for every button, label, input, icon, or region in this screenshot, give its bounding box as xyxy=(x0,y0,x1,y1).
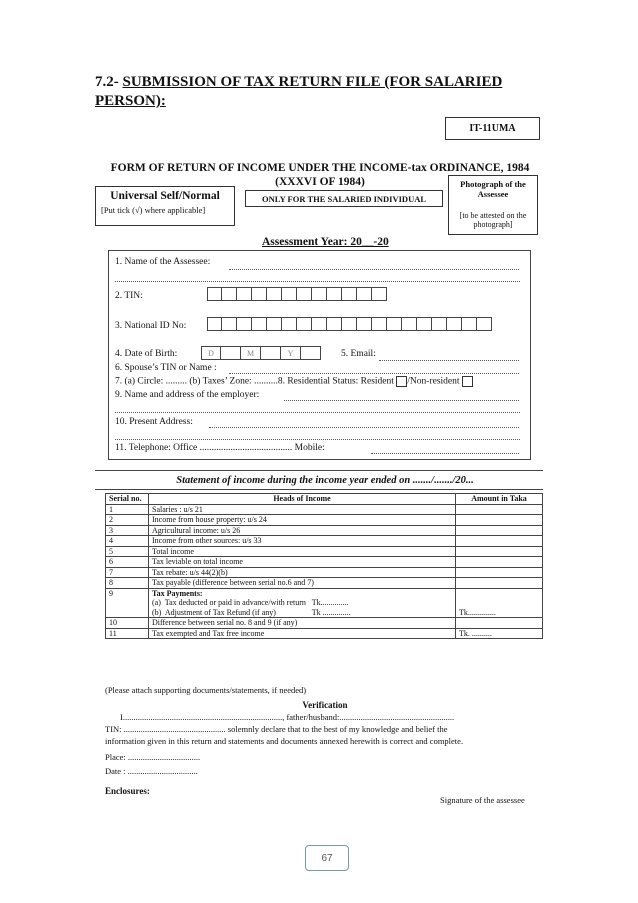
table-row: 5 Total income xyxy=(106,546,543,557)
table-row: 7 Tax rebate: u/s 44(2)(b) xyxy=(106,567,543,578)
table-row: 3 Agricultural income: u/s 26 xyxy=(106,525,543,536)
signature-label: Signature of the assessee xyxy=(440,795,525,805)
nid-label: 3. National ID No: xyxy=(115,321,187,331)
nonresident-checkbox[interactable] xyxy=(462,376,473,387)
universal-box-title: Universal Self/Normal xyxy=(110,190,220,202)
nid-cells[interactable] xyxy=(207,317,492,331)
present-address-label: 10. Present Address: xyxy=(115,417,193,427)
enclosures-label: Enclosures: xyxy=(105,786,150,796)
assessment-year: Assessment Year: 20__-20 xyxy=(262,236,389,248)
verification-line2: TIN: ................................................ solemnly declare that to the best of my knowledge and belief the xyxy=(105,724,448,734)
verification-line3: information given in this return and statements and documents annexed herewith is correct and complete. xyxy=(105,736,464,746)
only-salaried-box: ONLY FOR THE SALARIED INDIVIDUAL xyxy=(245,190,443,207)
page-number: 67 xyxy=(305,845,349,871)
dob-month: M xyxy=(241,346,261,360)
dob-cells[interactable] xyxy=(201,346,321,360)
header-serial: Serial no. xyxy=(106,494,149,505)
tin-cells[interactable] xyxy=(207,287,387,301)
table-row: 2 Income from house property: u/s 24 xyxy=(106,515,543,526)
attach-note: (Please attach supporting documents/statements, if needed) xyxy=(105,685,307,695)
assessee-fields-box xyxy=(108,250,531,460)
table-row-tax-payments: 9 Tax Payments: (a) Tax deducted or paid in advance/with return Tk.............. (b) Adjustment of Tax Refund (if any) Tk .............. Tk.............. xyxy=(106,588,543,618)
universal-box xyxy=(95,186,235,226)
form-code-box: IT-11UMA xyxy=(445,117,540,140)
header-heads: Heads of Income xyxy=(149,494,456,505)
date-label: Date : ................................. xyxy=(105,766,198,776)
section-number: 7.2- xyxy=(95,74,119,90)
header-amount: Amount in Taka xyxy=(456,494,543,505)
place-label: Place: .................................. xyxy=(105,752,201,762)
table-header-row xyxy=(106,494,543,505)
photo-box-note: [to be attested on the photograph] xyxy=(459,211,527,229)
table-row: 6 Tax leviable on total income xyxy=(106,557,543,568)
form-title-line1: FORM OF RETURN OF INCOME UNDER THE INCOME-tax ORDINANCE, 1984 xyxy=(110,162,530,174)
universal-box-subtitle: [Put tick (√) where applicable] xyxy=(101,205,206,215)
statement-title: Statement of income during the income year ended on ......./......./20... xyxy=(176,475,474,486)
dob-year: Y xyxy=(281,346,301,360)
tin-label: 2. TIN: xyxy=(115,291,143,301)
section-title: SUBMISSION OF TAX RETURN FILE (FOR SALARIED PERSON): xyxy=(95,74,503,109)
section-heading xyxy=(95,73,525,111)
table-row: 10 Difference between serial no. 8 and 9 (if any) xyxy=(106,618,543,629)
name-label: 1. Name of the Assessee: xyxy=(115,257,211,267)
dob-day: D xyxy=(201,346,221,360)
table-row: 1 Salaries : u/s 21 xyxy=(106,504,543,515)
resident-checkbox[interactable] xyxy=(396,376,407,387)
telephone-label: 11. Telephone: Office ....................................... Mobile: xyxy=(115,443,325,453)
photo-box-title: Photograph of the Assessee xyxy=(460,179,526,199)
dob-label: 4. Date of Birth: xyxy=(115,349,178,359)
photo-box xyxy=(448,175,538,235)
form-title-line2: (XXXVI OF 1984) xyxy=(275,176,365,188)
table-row: 4 Income from other sources: u/s 33 xyxy=(106,536,543,547)
employer-label: 9. Name and address of the employer: xyxy=(115,390,260,400)
table-row: 8 Tax payable (difference between serial no.6 and 7) xyxy=(106,578,543,589)
income-table xyxy=(105,493,543,639)
table-row: 11 Tax exempted and Tax free income Tk. .......... xyxy=(106,628,543,639)
verification-line1: I..........................................................................., father/husband:...................................................... xyxy=(120,712,455,722)
verification-title: Verification xyxy=(302,700,348,710)
circle-status-label: 7. (a) Circle: ......... (b) Taxes’ Zone: ..........8. Residential Status: Resident /Non-resident xyxy=(115,376,473,387)
spouse-label: 6. Spouse’s TIN or Name : xyxy=(115,363,217,373)
email-label: 5. Email: xyxy=(341,349,376,359)
